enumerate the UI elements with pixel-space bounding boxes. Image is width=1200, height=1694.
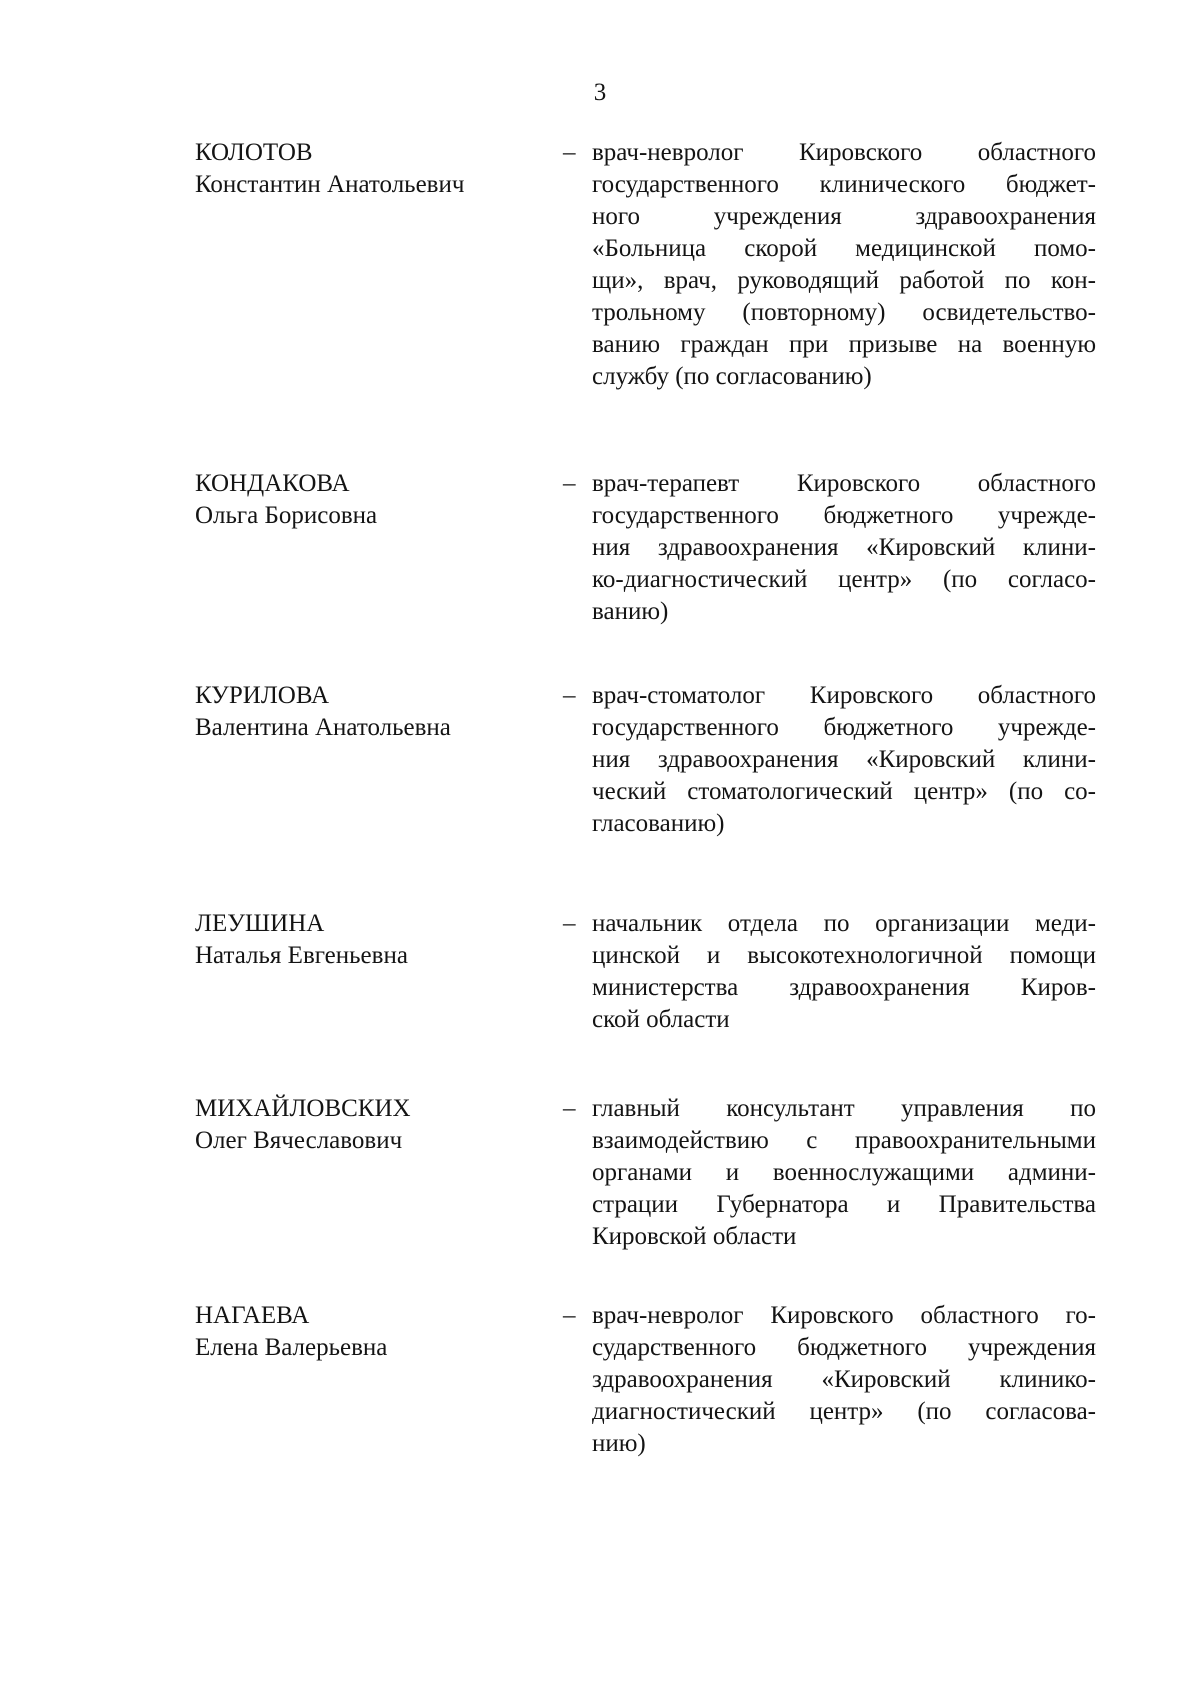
position-line: цинской и высокотехнологичной помощи	[592, 942, 1096, 969]
member-given-names: Ольга Борисовна	[195, 502, 378, 529]
member-surname: ЛЕУШИНА	[195, 910, 325, 937]
member-name	[195, 137, 555, 201]
position-line: «Больница скорой медицинской помо-	[592, 235, 1096, 262]
position-line: взаимодействию с правоохранительными	[592, 1127, 1096, 1154]
position-line: диагностический центр» (по согласова-	[592, 1398, 1096, 1425]
position-line: врач-терапевт Кировского областного	[592, 470, 1096, 497]
member-surname: КОЛОТОВ	[195, 139, 313, 166]
position-line: ческий стоматологический центр» (по со-	[592, 778, 1096, 805]
member-name	[195, 1093, 555, 1157]
member-position	[592, 908, 1096, 1036]
position-line: ко-диагностический центр» (по согласо-	[592, 566, 1096, 593]
member-surname: НАГАЕВА	[195, 1302, 310, 1329]
member-position	[592, 1300, 1096, 1460]
position-line: ного учреждения здравоохранения	[592, 203, 1096, 230]
position-line: страции Губернатора и Правительства	[592, 1191, 1096, 1218]
position-line: органами и военнослужащими админи-	[592, 1159, 1096, 1186]
member-name	[195, 908, 555, 972]
member-name	[195, 1300, 555, 1364]
member-name	[195, 680, 555, 744]
position-line: врач-невролог Кировского областного	[592, 139, 1096, 166]
member-given-names: Наталья Евгеньевна	[195, 942, 408, 969]
position-line: государственного бюджетного учрежде-	[592, 714, 1096, 741]
position-line: государственного бюджетного учрежде-	[592, 502, 1096, 529]
member-given-names: Валентина Анатольевна	[195, 714, 451, 741]
member-surname: МИХАЙЛОВСКИХ	[195, 1095, 411, 1122]
position-line: начальник отдела по организации меди-	[592, 910, 1096, 937]
position-line: ния здравоохранения «Кировский клини-	[592, 534, 1096, 561]
member-position	[592, 468, 1096, 628]
member-position	[592, 1093, 1096, 1253]
position-line: врач-стоматолог Кировского областного	[592, 682, 1096, 709]
member-given-names: Олег Вячеславович	[195, 1127, 403, 1154]
position-line: врач-невролог Кировского областного го-	[592, 1302, 1096, 1329]
entry-dash: –	[563, 910, 576, 937]
position-line: главный консультант управления по	[592, 1095, 1096, 1122]
position-line: государственного клинического бюджет-	[592, 171, 1096, 198]
position-line: сударственного бюджетного учреждения	[592, 1334, 1096, 1361]
member-name	[195, 468, 555, 532]
position-line: ванию граждан при призыве на военную	[592, 331, 1096, 358]
position-line: щи», врач, руководящий работой по кон-	[592, 267, 1096, 294]
position-line: гласованию)	[592, 810, 725, 837]
member-position	[592, 680, 1096, 840]
position-line: ванию)	[592, 598, 669, 625]
entry-dash: –	[563, 139, 576, 166]
position-line: службу (по согласованию)	[592, 363, 872, 390]
member-given-names: Константин Анатольевич	[195, 171, 465, 198]
position-line: министерства здравоохранения Киров-	[592, 974, 1096, 1001]
member-surname: КОНДАКОВА	[195, 470, 350, 497]
page-number: 3	[593, 79, 607, 106]
entry-dash: –	[563, 682, 576, 709]
member-given-names: Елена Валерьевна	[195, 1334, 388, 1361]
position-line: нию)	[592, 1430, 646, 1457]
position-line: ния здравоохранения «Кировский клини-	[592, 746, 1096, 773]
entry-dash: –	[563, 1302, 576, 1329]
entry-dash: –	[563, 470, 576, 497]
entry-dash: –	[563, 1095, 576, 1122]
member-position	[592, 137, 1096, 393]
position-line: трольному (повторному) освидетельство-	[592, 299, 1096, 326]
member-surname: КУРИЛОВА	[195, 682, 329, 709]
position-line: ской области	[592, 1006, 730, 1033]
position-line: здравоохранения «Кировский клинико-	[592, 1366, 1096, 1393]
position-line: Кировской области	[592, 1223, 797, 1250]
